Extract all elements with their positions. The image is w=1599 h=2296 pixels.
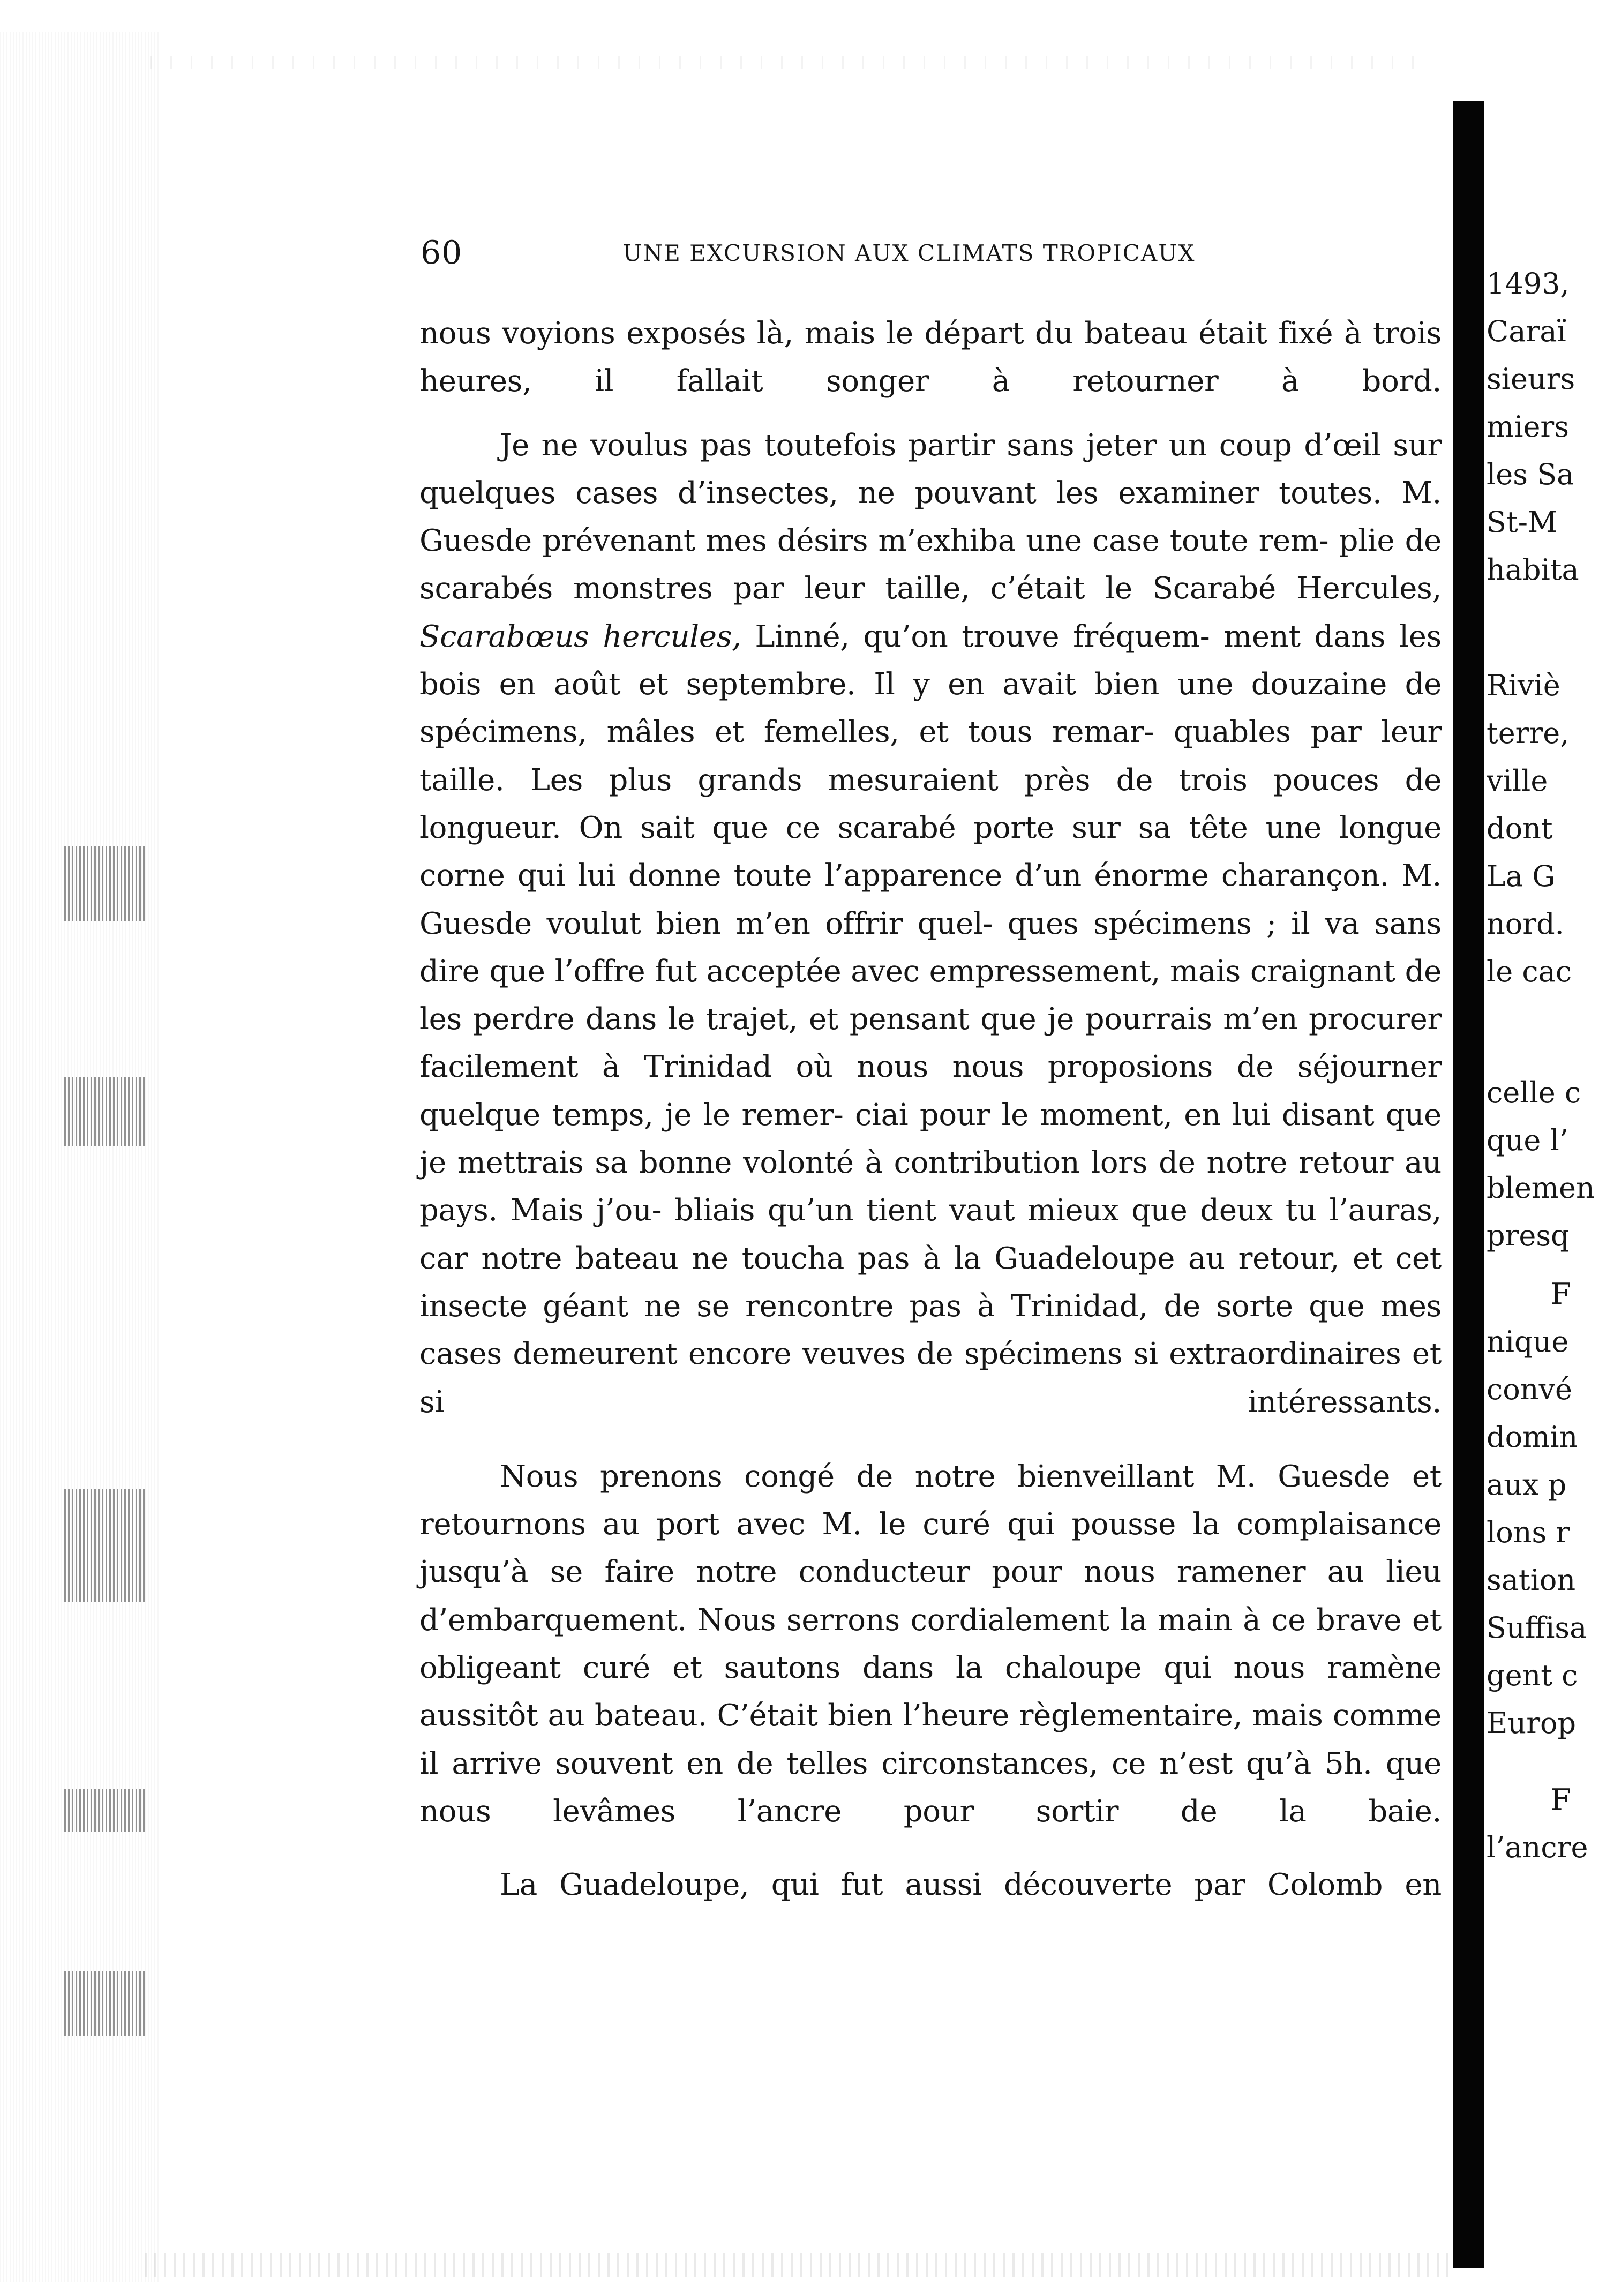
- text-line: d’embarquement. Nous serrons cordialement la main à ce brave: [419, 1602, 1402, 1638]
- text-line: énorme charançon. M. Guesde voulut bien m’en offrir quel-: [419, 858, 1442, 941]
- text-line: Hercules,: [1296, 571, 1442, 606]
- body-text: [419, 310, 1442, 1909]
- next-page-fragment: le cac: [1487, 955, 1572, 988]
- text-line: intéressants.: [1248, 1384, 1442, 1420]
- text-line: nous nous proposions de séjourner quelque temps, je le remer-: [419, 1049, 1442, 1132]
- next-page-fragment: presq: [1487, 1219, 1570, 1252]
- next-page-fragment: convé: [1487, 1372, 1572, 1406]
- next-page-fragment: Europ: [1487, 1706, 1577, 1740]
- scan-artifact: [64, 1077, 145, 1146]
- paragraph: [419, 1453, 1442, 1835]
- text-line: demeurent encore veuves de spécimens si extraordinaires et si: [419, 1337, 1442, 1420]
- scan-artifact: [64, 1489, 145, 1602]
- next-page-fragment: F: [1551, 1783, 1571, 1817]
- text-line: ques spécimens ; il va sans dire que l’offre fut acceptée avec: [419, 906, 1442, 989]
- next-page-fragment: blemen: [1487, 1171, 1595, 1205]
- next-page-fragment: Riviè: [1487, 669, 1560, 702]
- text-line: nous voyions exposés là, mais le départ du bateau était fixé à: [419, 316, 1362, 351]
- next-page-fragment: nord.: [1487, 907, 1564, 941]
- next-page-fragment: les Sa: [1487, 457, 1574, 491]
- text-line: plie de scarabés monstres par leur taille, c’était le Scarabé: [419, 523, 1442, 606]
- scan-artifact: [64, 846, 145, 921]
- paragraph: [419, 422, 1442, 1426]
- running-head: UNE EXCURSION AUX CLIMATS TROPICAUX: [623, 240, 1196, 266]
- book-gutter-shadow: [1453, 101, 1484, 2268]
- text-line: et obligeant curé et sautons dans la chaloupe qui nous ramène: [419, 1602, 1442, 1686]
- text-line: comme il arrive souvent en de telles circonstances, ce n’est qu’à: [419, 1698, 1442, 1781]
- next-page-fragment: sation: [1487, 1563, 1576, 1597]
- text-line: ciai pour le moment, en lui disant que je mettrais sa bonne: [419, 1097, 1442, 1181]
- text-line: jusqu’à se faire notre conducteur pour nous ramener au lieu: [419, 1555, 1442, 1590]
- paragraph: [419, 1861, 1442, 1909]
- scan-artifact: [64, 1971, 145, 2036]
- next-page-fragment: lons r: [1487, 1515, 1570, 1549]
- text-line: M. Guesde prévenant mes désirs m’exhiba une case toute rem-: [419, 475, 1442, 559]
- next-page-fragment: celle c: [1487, 1076, 1581, 1109]
- text-line: tête une longue corne qui lui donne toute l’apparence d’un: [419, 810, 1442, 894]
- next-page-fragment: habita: [1487, 553, 1579, 587]
- text-line: pensant que je pourrais m’en procurer facilement à Trinidad où: [419, 1002, 1442, 1085]
- text-line: trois heures, il fallait songer à retourner à bord.: [419, 316, 1442, 399]
- next-page-fragment: F: [1551, 1277, 1571, 1311]
- next-page-fragment: que l’: [1487, 1123, 1568, 1157]
- scan-artifact: [64, 1789, 145, 1832]
- next-page-fragment: l’ancre: [1487, 1830, 1588, 1864]
- next-page-edge: [1487, 262, 1599, 1977]
- text-line: Linné, qu’on trouve fréquem-: [741, 619, 1210, 654]
- scan-top-noise: [150, 56, 1414, 69]
- next-page-fragment: ville: [1487, 764, 1548, 798]
- text-line: volonté à contribution lors de notre retour au pays. Mais j’ou-: [419, 1145, 1442, 1228]
- text-line: 5h. que nous levâmes l’ancre pour sortir de la baie.: [419, 1746, 1442, 1829]
- next-page-fragment: dont: [1487, 812, 1553, 845]
- text-line: ment dans les bois en août et septembre. Il y en avait bien: [419, 619, 1442, 702]
- page-number: 60: [421, 234, 463, 272]
- next-page-fragment: Suffisa: [1487, 1611, 1587, 1645]
- next-page-fragment: 1493,: [1487, 267, 1570, 301]
- next-page-fragment: nique: [1487, 1325, 1569, 1359]
- next-page-fragment: Caraï: [1487, 314, 1566, 348]
- text-line: géant ne se rencontre pas à Trinidad, de sorte que mes cases: [419, 1288, 1442, 1372]
- scan-bottom-noise: [145, 2253, 1452, 2277]
- text-line: retournons au port avec M. le curé qui pousse la complaisance: [419, 1507, 1442, 1542]
- text-line: Nous prenons congé de notre bienveillant M. Guesde et: [500, 1459, 1442, 1494]
- text-line: sur quelques cases d’insectes, ne pouvant les examiner toutes.: [419, 427, 1442, 511]
- text-line: trois pouces de longueur. On sait que ce scarabé porte sur sa: [419, 762, 1442, 845]
- next-page-fragment: aux p: [1487, 1468, 1567, 1502]
- next-page-fragment: miers: [1487, 410, 1569, 444]
- text-line: une douzaine de spécimens, mâles et femelles, et tous remar-: [419, 667, 1442, 750]
- text-line: quables par leur taille. Les plus grands mesuraient près de: [419, 715, 1442, 798]
- text-line: Je ne voulus pas toutefois partir sans jeter un coup d’œil: [500, 427, 1381, 463]
- species-name-italic: Scarabœus hercules,: [419, 619, 741, 654]
- scan-edge-noise: [0, 32, 161, 2282]
- text-line: aussitôt au bateau. C’était bien l’heure règlementaire, mais: [419, 1698, 1323, 1734]
- text-line: empressement, mais craignant de les perdre dans le trajet, et: [419, 954, 1442, 1037]
- next-page-fragment: gent c: [1487, 1659, 1578, 1692]
- next-page-fragment: terre,: [1487, 716, 1570, 750]
- text-line: La Guadeloupe, qui fut aussi découverte par Colomb en: [500, 1867, 1442, 1903]
- text-line: bateau ne toucha pas à la Guadeloupe au retour, et cet insecte: [419, 1241, 1442, 1324]
- next-page-fragment: sieurs: [1487, 362, 1575, 396]
- next-page-fragment: domin: [1487, 1420, 1578, 1454]
- paragraph: [419, 310, 1442, 406]
- text-line: bliais qu’un tient vaut mieux que deux tu l’auras, car notre: [419, 1193, 1442, 1276]
- next-page-fragment: St-M: [1487, 505, 1558, 539]
- next-page-fragment: La G: [1487, 859, 1556, 893]
